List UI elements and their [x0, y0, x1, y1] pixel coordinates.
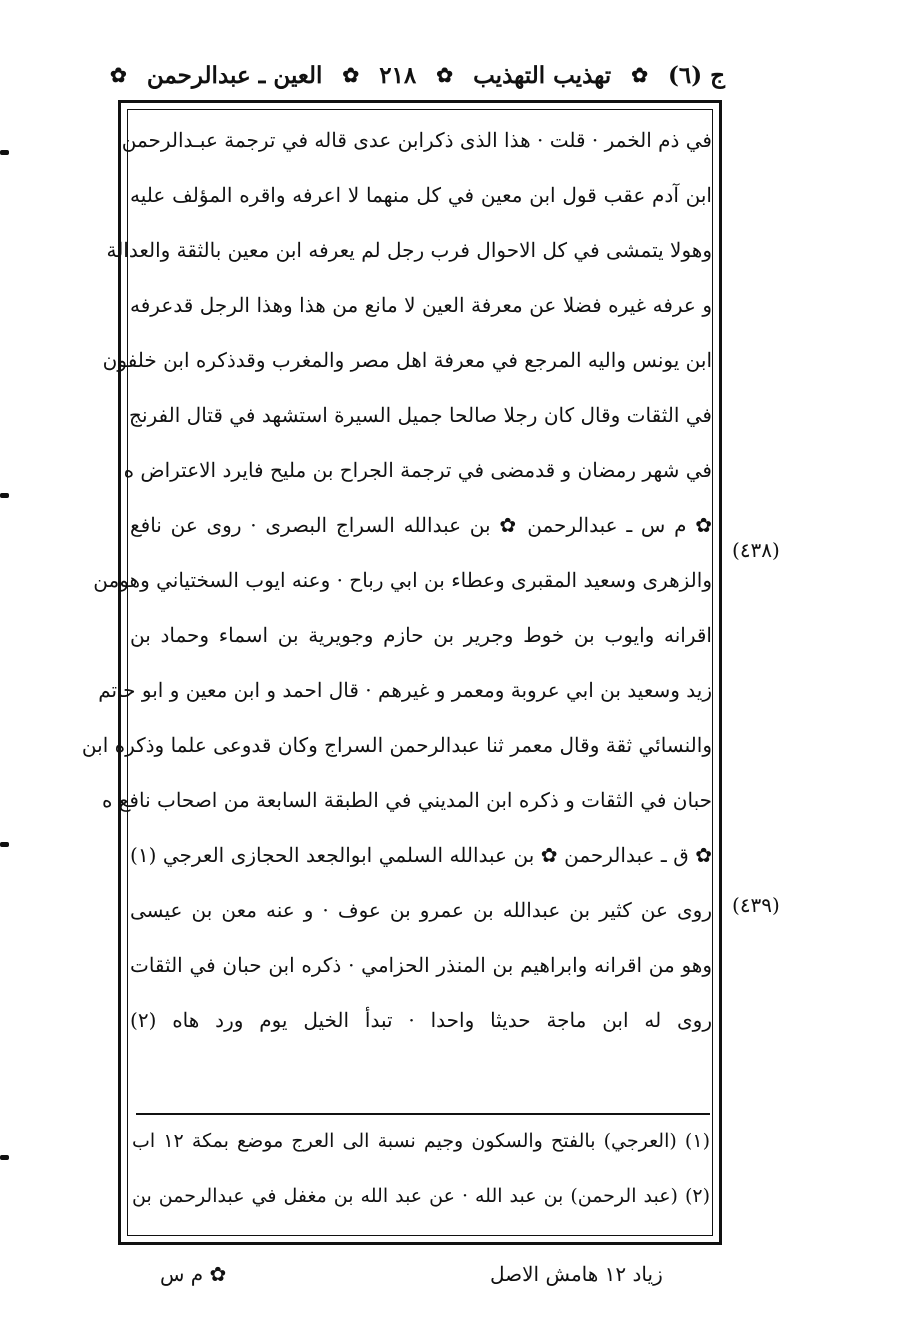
body-line entry-439-start: ✿ ق ـ عبدالرحمن ✿ بن عبدالله السلمي ابوالجعد الحجازى العرجي (١) — [130, 843, 712, 867]
body-line: والنسائي ثقة وقال معمر ثنا عبدالرحمن السراج وكان قدوعى علما وذكره ابن — [81, 733, 712, 757]
body-line: حبان في الثقات و ذكره ابن المديني في الطبقة السابعة من اصحاب نافع ه — [101, 788, 712, 812]
text-frame-inner — [81, 109, 713, 1236]
ornament-icon: ✿ — [342, 63, 360, 87]
body-line: في ذم الخمر · قلت · هذا الذى ذكرابن عدى قاله في ترجمة عبـدالرحمن — [121, 128, 712, 152]
body-line: اقرانه وايوب بن خوط وجرير بن حازم وجويرية بن اسماء وحماد بن — [130, 623, 712, 647]
scan-mark — [0, 493, 9, 498]
scan-mark — [0, 150, 9, 155]
header-book-title: تهذيب التهذيب — [473, 61, 612, 89]
ornament-icon: ✿ — [436, 63, 454, 87]
marginal-note-right: زياد ١٢ هامش الاصل — [490, 1262, 663, 1286]
body-line: في شهر رمضان و قدمضى في ترجمة الجراح بن مليح فايرد الاعتراض ه — [123, 458, 712, 482]
footnote-2: (٢) (عبد الرحمن) بن عبد الله · عن عبد الله بن مغفل في عبدالرحمن بن — [132, 1185, 710, 1207]
header-page-number: ٢١٨ — [379, 61, 417, 89]
text-frame — [81, 100, 722, 1245]
scan-mark — [0, 842, 9, 847]
body-line: زيد وسعيد بن ابي عروبة ومعمر و غيرهم · قال احمد و ابن معين و ابو حاتم — [98, 678, 712, 702]
footnote-separator — [136, 1113, 710, 1115]
body-line: روى له ابن ماجة حديثا واحدا · تبدأ الخيل يوم ورد هاه (٢) — [130, 1008, 712, 1032]
footnote-1: (١) (العرجي) بالفتح والسكون وجيم نسبة الى العرج موضع بمكة ١٢ اب — [132, 1130, 710, 1152]
running-header — [110, 58, 725, 92]
ornament-icon: ✿ — [631, 63, 648, 87]
header-section: العين ـ عبدالرحمن — [146, 61, 323, 89]
body-line: و عرفه غيره فضلا عن معرفة العين لا مانع من هذا وهذا الرجل قدعرفه — [130, 293, 712, 317]
scan-mark — [0, 1155, 9, 1160]
ornament-icon: ✿ — [110, 63, 127, 87]
marginal-note-left: ✿ م س — [160, 1262, 227, 1286]
header-volume: ج (٦) — [668, 61, 725, 89]
body-line: ابن آدم عقب قول ابن معين في كل منهما لا اعرفه واقره المؤلف عليه — [130, 183, 712, 207]
body-line: في الثقات وقال كان رجلا صالحا جميل السيرة استشهد في قتال الفرنج — [129, 403, 712, 427]
body-line: ابن يونس واليه المرجع في معرفة اهل مصر والمغرب وقدذكره ابن خلفون — [102, 348, 712, 372]
entry-number-439: (٤٣٩) — [732, 893, 780, 917]
body-line entry-438-start: ✿ م س ـ عبدالرحمن ✿ بن عبدالله السراج البصرى · روى عن نافع — [130, 513, 712, 537]
body-line: وهو من اقرانه وابراهيم بن المنذر الحزامي · ذكره ابن حبان في الثقات — [130, 953, 712, 977]
body-line: وهولا يتمشى في كل الاحوال فرب رجل لم يعرفه ابن معين بالثقة والعدالة — [106, 238, 712, 262]
body-line: روى عن كثير بن عبدالله بن عمرو بن عوف · و عنه معن بن عيسى — [130, 898, 712, 922]
body-line: والزهرى وسعيد المقبرى وعطاء بن ابي رباح · وعنه ايوب السختياني وهومن — [93, 568, 712, 592]
entry-number-438: (٤٣٨) — [732, 538, 780, 562]
